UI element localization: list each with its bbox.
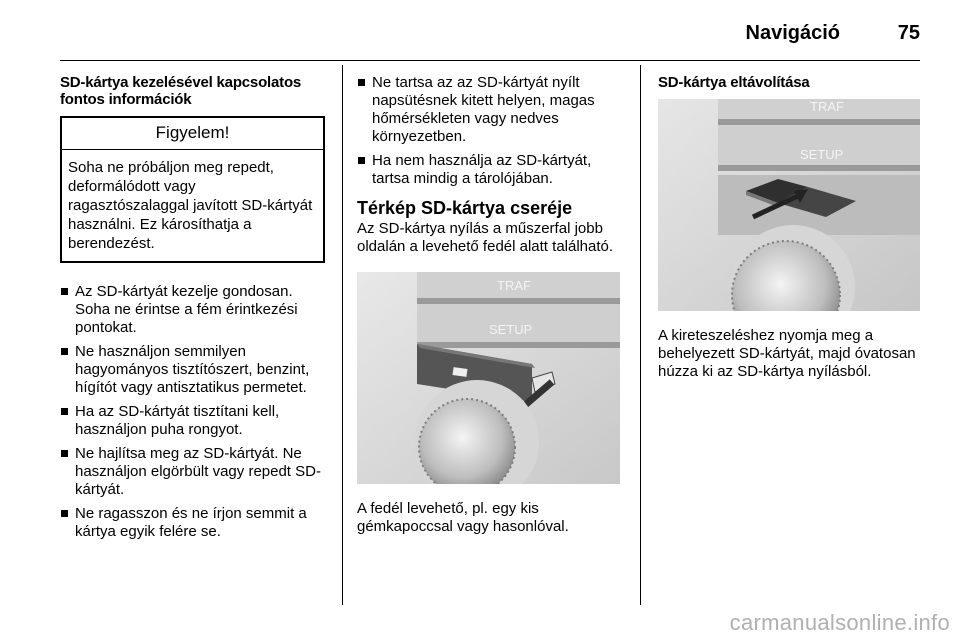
column-divider-1 bbox=[342, 65, 343, 605]
list-item bbox=[357, 152, 627, 188]
list-item-text: Ne hajlítsa meg az SD-kártyát. Ne használjon elgörbült vagy repedt SD-kártyát. bbox=[75, 445, 321, 498]
list-item-text: Az SD-kártyát kezelje gondosan. Soha ne érintse a fém érintkezési pontokat. bbox=[75, 283, 298, 336]
traf-label: TRAF bbox=[497, 278, 531, 293]
setup-label: SETUP bbox=[800, 147, 844, 162]
bullet-square-icon bbox=[61, 408, 68, 415]
sd-removal-heading: SD-kártya eltávolítása bbox=[658, 74, 810, 91]
list-item-text: Ha nem használja az SD-kártyát, tartsa mindig a tárolójában. bbox=[372, 152, 592, 187]
header-rule bbox=[60, 60, 920, 61]
middle-bullet-list bbox=[357, 74, 627, 188]
sd-removal-illustration bbox=[658, 99, 920, 311]
sd-removal-photo bbox=[658, 99, 920, 311]
list-item-text: Ha az SD-kártyát tisztítani kell, használjon puha rongyot. bbox=[75, 403, 280, 438]
list-item bbox=[60, 445, 325, 499]
bullet-square-icon bbox=[61, 288, 68, 295]
sd-removal-caption: A kireteszeléshez nyomja meg a behelyezett SD-kártyát, majd óvatosan húzza ki az SD-kártya nyílásból. bbox=[658, 327, 916, 380]
list-item-text: Ne használjon semmilyen hagyományos tisztítószert, benzint, hígítót vagy antisztatikus permetet. bbox=[75, 343, 310, 396]
list-item-text: Ne tartsa az az SD-kártyát nyílt napsütésnek kitett helyen, magas hőmérsékleten vagy nedves környezetben. bbox=[372, 74, 595, 145]
warning-box bbox=[60, 116, 325, 263]
list-item bbox=[60, 505, 325, 541]
list-item bbox=[60, 283, 325, 337]
page-header-title: Navigáció bbox=[745, 22, 840, 44]
traf-label: TRAF bbox=[810, 99, 844, 114]
bullet-square-icon bbox=[61, 450, 68, 457]
sd-replace-heading: Térkép SD-kártya cseréje bbox=[357, 198, 573, 218]
column-divider-2 bbox=[640, 65, 641, 605]
page-number: 75 bbox=[897, 22, 920, 44]
left-bullet-list bbox=[60, 283, 325, 541]
middle-column bbox=[357, 74, 627, 536]
warning-text: Soha ne próbáljon meg repedt, deformálódott vagy ragasztószalaggal javított SD-kártyát használni. Ez károsíthatja a berendezést. bbox=[68, 159, 313, 252]
cover-removal-caption: A fedél levehető, pl. egy kis gémkapoccsal vagy hasonlóval. bbox=[357, 500, 569, 535]
warning-title: Figyelem! bbox=[62, 118, 323, 150]
list-item-text: Ne ragasszon és ne írjon semmit a kártya egyik felére se. bbox=[75, 505, 307, 540]
list-item bbox=[357, 74, 627, 146]
sd-handling-heading: SD-kártya kezelésével kapcsolatos fontos információk bbox=[60, 74, 302, 108]
bullet-square-icon bbox=[358, 157, 365, 164]
cover-removal-photo bbox=[357, 272, 620, 484]
bullet-square-icon bbox=[358, 79, 365, 86]
cover-removal-illustration bbox=[357, 272, 620, 484]
watermark: carmanualsonline.info bbox=[729, 610, 950, 635]
setup-label: SETUP bbox=[489, 322, 533, 337]
left-column bbox=[60, 74, 325, 547]
bullet-square-icon bbox=[61, 510, 68, 517]
list-item bbox=[60, 403, 325, 439]
sd-slot-intro: Az SD-kártya nyílás a műszerfal jobb oldalán a levehető fedél alatt található. bbox=[357, 220, 614, 255]
right-column bbox=[658, 74, 920, 381]
list-item bbox=[60, 343, 325, 397]
bullet-square-icon bbox=[61, 348, 68, 355]
